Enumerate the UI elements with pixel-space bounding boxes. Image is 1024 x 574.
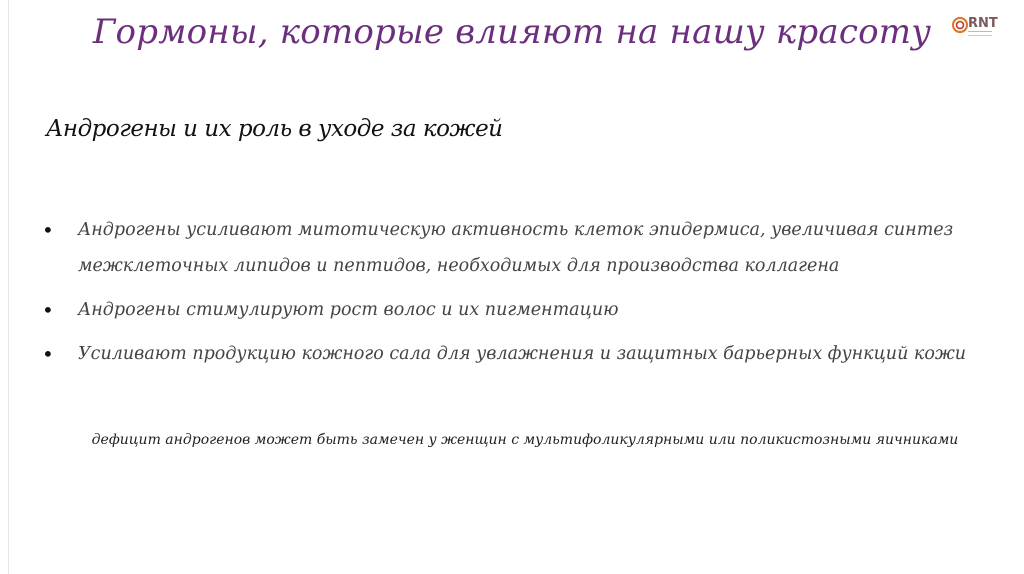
bullet-marker: • xyxy=(42,342,54,366)
logo-text: RNT xyxy=(968,16,998,31)
section-heading: Андрогены и их роль в уходе за кожей xyxy=(46,116,503,142)
bullet-text: Усиливают продукцию кожного сала для увлажнения и защитных барьерных функций кожи xyxy=(78,344,967,364)
rnt-logo xyxy=(952,14,1016,40)
bullet-text: Андрогены стимулируют рост волос и их пигментацию xyxy=(78,300,619,320)
slide-edge-divider xyxy=(8,0,9,574)
bullet-item xyxy=(42,292,982,328)
rnt-logo-icon xyxy=(952,14,968,36)
bullet-list xyxy=(42,212,982,380)
logo-tagline-lines xyxy=(968,31,992,36)
bullet-item xyxy=(42,336,982,372)
slide-title: Гормоны, которые влияют на нашу красоту xyxy=(92,12,932,52)
bullet-marker: • xyxy=(42,298,54,322)
bullet-text: Андрогены усиливают митотическую активность клеток эпидермиса, увеличивая синтез межклеточных липидов и пептидов, необходимых для производства коллагена xyxy=(78,220,954,276)
footnote: дефицит андрогенов может быть замечен у женщин с мультифоликулярными или поликистозными яичниками xyxy=(91,432,959,448)
bullet-marker: • xyxy=(42,218,54,242)
bullet-item xyxy=(42,212,982,284)
